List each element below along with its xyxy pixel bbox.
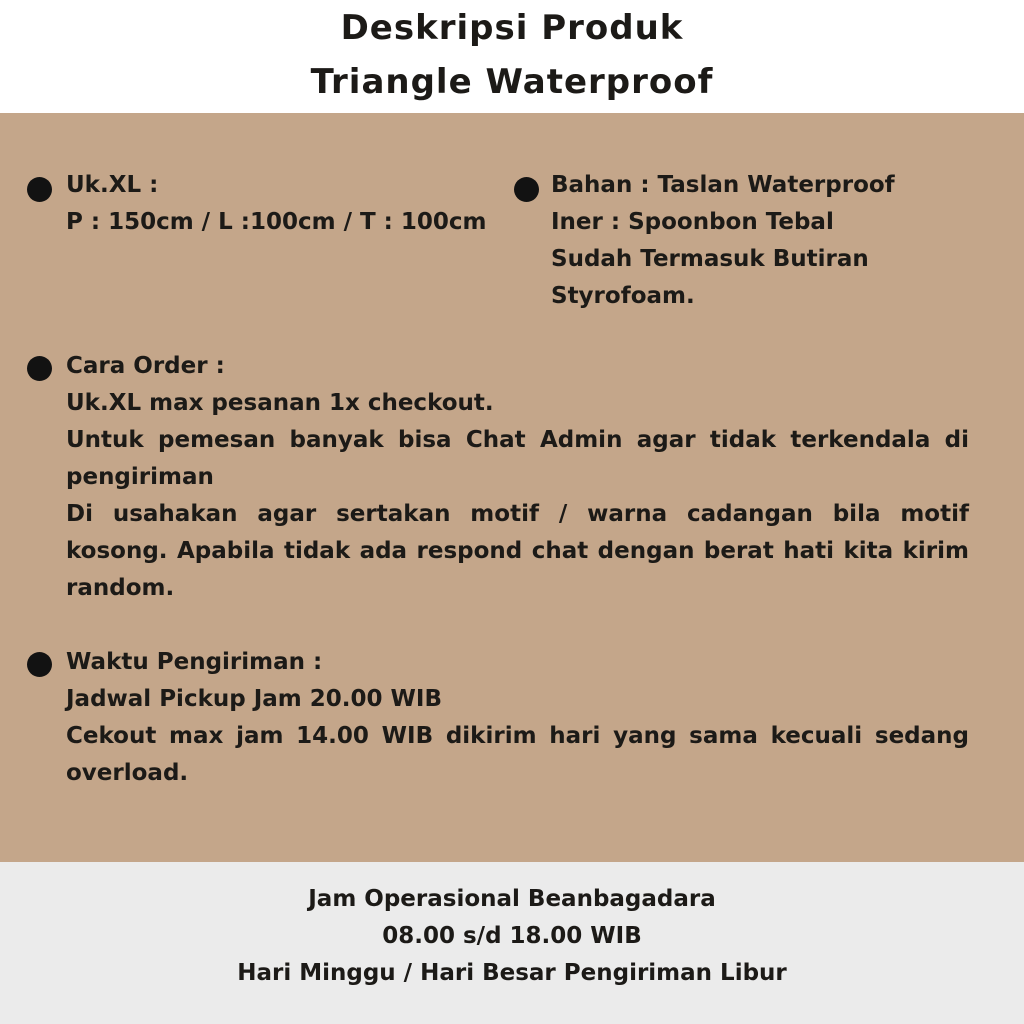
size-section <box>66 167 487 241</box>
description-panel <box>0 113 1024 862</box>
material-section <box>551 167 895 315</box>
order-paragraph-1: Untuk pemesan banyak bisa Chat Admin agar tidak terkendala di pengiriman <box>66 427 969 490</box>
page-title-line-1: Deskripsi Produk <box>340 8 684 48</box>
title-header <box>0 0 1024 113</box>
material-line-1: Bahan : Taslan Waterproof <box>551 172 895 198</box>
footer-line-1: Jam Operasional Beanbagadara <box>308 886 716 912</box>
size-heading: Uk.XL : <box>66 172 159 198</box>
operating-hours-footer <box>0 862 1024 1024</box>
page-title-line-2: Triangle Waterproof <box>310 62 714 102</box>
shipping-heading: Waktu Pengiriman : <box>66 649 323 675</box>
footer-line-2: 08.00 s/d 18.00 WIB <box>382 923 642 949</box>
order-paragraph-2: Di usahakan agar sertakan motif / warna cadangan bila motif kosong. Apabila tidak ada respond chat dengan berat hati kita kirim random. <box>66 501 969 601</box>
order-section <box>66 348 969 607</box>
shipping-line-1: Jadwal Pickup Jam 20.00 WIB <box>66 686 442 712</box>
material-line-4: Styrofoam. <box>551 283 695 309</box>
bullet-icon-order <box>27 356 52 381</box>
material-line-3: Sudah Termasuk Butiran <box>551 246 869 272</box>
footer-line-3: Hari Minggu / Hari Besar Pengiriman Libur <box>237 960 787 986</box>
shipping-section <box>66 644 969 792</box>
bullet-icon-material <box>514 177 539 202</box>
bullet-icon-shipping <box>27 652 52 677</box>
order-heading: Cara Order : <box>66 353 225 379</box>
material-line-2: Iner : Spoonbon Tebal <box>551 209 834 235</box>
bullet-icon-size <box>27 177 52 202</box>
size-dimensions: P : 150cm / L :100cm / T : 100cm <box>66 209 487 235</box>
shipping-paragraph-1: Cekout max jam 14.00 WIB dikirim hari yang sama kecuali sedang overload. <box>66 723 969 786</box>
order-line-1: Uk.XL max pesanan 1x checkout. <box>66 390 494 416</box>
